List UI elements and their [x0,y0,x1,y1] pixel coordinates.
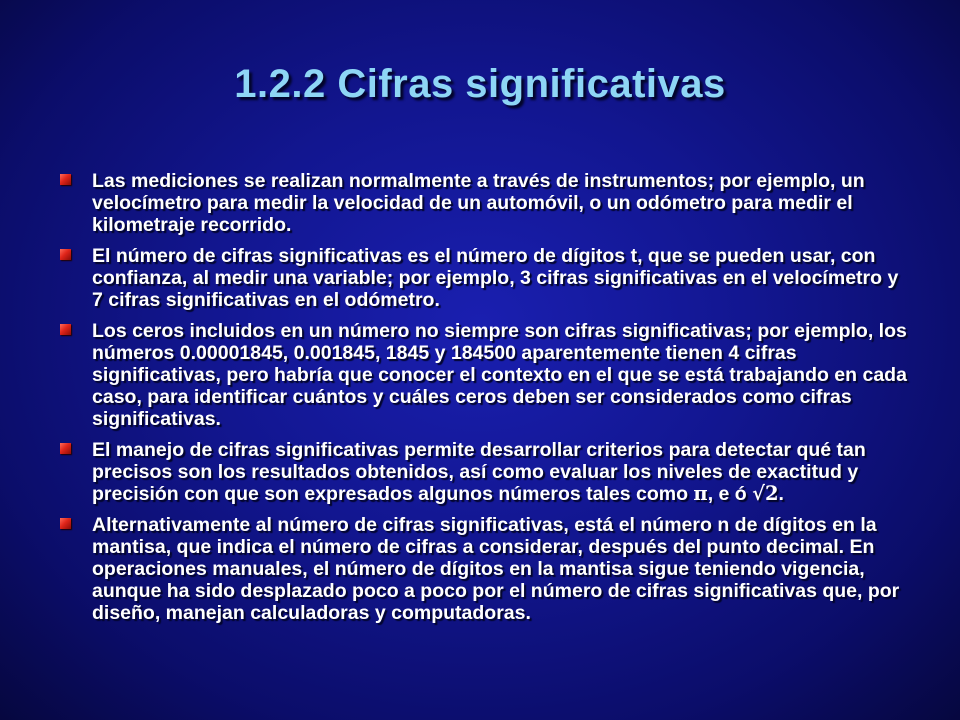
bullet-list [60,170,910,633]
e-symbol: e [718,483,730,505]
bullet-text: Alternativamente al número de cifras significativas, está el número [92,514,718,536]
bullet-text: de dígitos en la mantisa, que indica el número de cifras a considerar, después del punto decimal. En operaciones manuales, el número de dígitos en la mantisa sigue teniendo vigencia, aunque ha sido desplazado poco a poco por el número de cifras significativas que, por diseño, manejan calculadoras y computadoras. [92,514,900,624]
list-item [60,320,910,430]
red-square-bullet-icon [60,174,71,185]
list-item [60,170,910,236]
sqrt2-symbol: √2 [752,482,779,505]
red-square-bullet-icon [60,324,71,335]
list-item [60,439,910,505]
red-square-bullet-icon [60,443,71,454]
bullet-text: Las mediciones se realizan normalmente a través de instrumentos; por ejemplo, un velocímetro para medir la velocidad de un automóvil, o un odómetro para medir el kilometraje recorrido. [92,170,865,236]
separator: ó [729,483,753,505]
list-item [60,514,910,624]
red-square-bullet-icon [60,249,71,260]
red-square-bullet-icon [60,518,71,529]
list-item [60,245,910,311]
bullet-text: El número de cifras significativas es el número de dígitos t, que se pueden usar, con confianza, al medir una variable; por ejemplo, 3 cifras significativas en el velocímetro y 7 cifras significativas en el odómetro. [92,245,899,311]
bullet-end: . [778,483,784,505]
pi-symbol: π [693,482,708,505]
bullet-text: Los ceros incluidos en un número no siempre son cifras significativas; por ejemplo, los números 0.00001845, 0.001845, 1845 y 184500 aparentemente tienen 4 cifras significativas, pero habría que conocer el contexto en el que se está trabajando en cada caso, para identificar cuántos y cuáles ceros deben ser considerados como cifras significativas. [92,320,907,430]
bullet-text: El manejo de cifras significativas permite desarrollar criterios para detectar qué tan precisos son los resultados obtenidos, así como evaluar los niveles de exactitud y precisión con que son expresados algunos números tales como [92,439,866,505]
slide-title: 1.2.2 Cifras significativas [234,62,726,106]
n-symbol: n [717,514,730,536]
separator: , [707,483,719,505]
